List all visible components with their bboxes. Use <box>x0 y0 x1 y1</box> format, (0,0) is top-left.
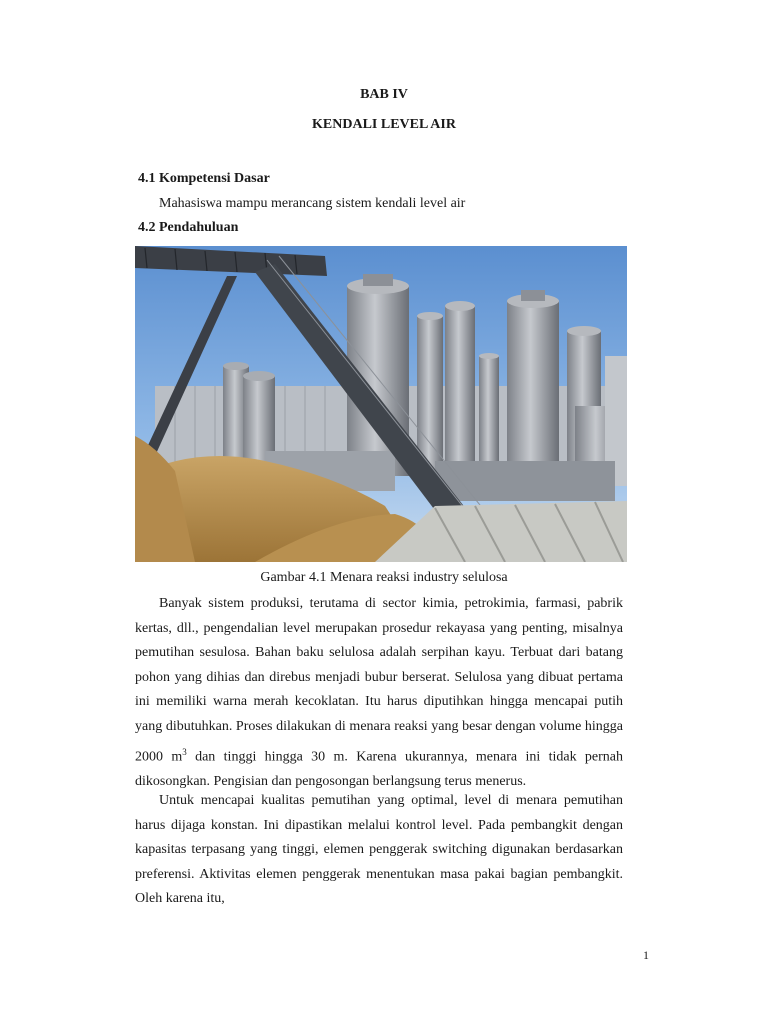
paragraph-level-control <box>135 789 623 912</box>
figure-cellulose-plant-photo <box>135 246 627 562</box>
paragraph-intro-text: Banyak sistem produksi, terutama di sector kimia, petrokimia, farmasi, pabrik kertas, dll., pengendalian level merupakan prosedur rekayasa yang penting, misalnya pemutihan sesulosa. Bahan baku selulosa adalah serpihan kayu. Terbuat dari batang pohon yang dihias dan direbus menjadi bubur berserat. Selulosa yang dibuat pertama ini memiliki warna merah kecoklatan. Itu harus diputihkan hingga mencapai putih yang dibutuhkan. Proses dilakukan di menara reaksi yang besar dengan volume hingga 2000 m <box>135 596 623 765</box>
chapter-number: BAB IV <box>360 87 408 102</box>
section-heading-kompetensi: 4.1 Kompetensi Dasar <box>138 171 270 186</box>
paragraph-level-control-text: Untuk mencapai kualitas pemutihan yang optimal, level di menara pemutihan harus dijaga konstan. Ini dipastikan melalui kontrol level. Pada pembangkit dengan kapasitas terpasang yang tinggi, elemen penggerak switching digunakan berdasarkan preferensi. Aktivitas elemen penggerak menentukan masa pakai bagian pembangkit. Oleh karena itu, <box>135 793 623 907</box>
superscript-cubic: 3 <box>182 746 187 757</box>
chapter-title: KENDALI LEVEL AIR <box>312 117 456 132</box>
section-text-kompetensi: Mahasiswa mampu merancang sistem kendali level air <box>159 196 466 211</box>
section-heading-pendahuluan: 4.2 Pendahuluan <box>138 220 239 235</box>
paragraph-intro <box>135 592 623 794</box>
figure-caption: Gambar 4.1 Menara reaksi industry selulosa <box>260 570 508 585</box>
paragraph-intro-text-cont: dan tinggi hingga 30 m. Karena ukurannya, menara ini tidak pernah dikosongkan. Pengisian dan pengosongan berlangsung terus menerus. <box>135 749 624 789</box>
page-number: 1 <box>643 948 649 962</box>
